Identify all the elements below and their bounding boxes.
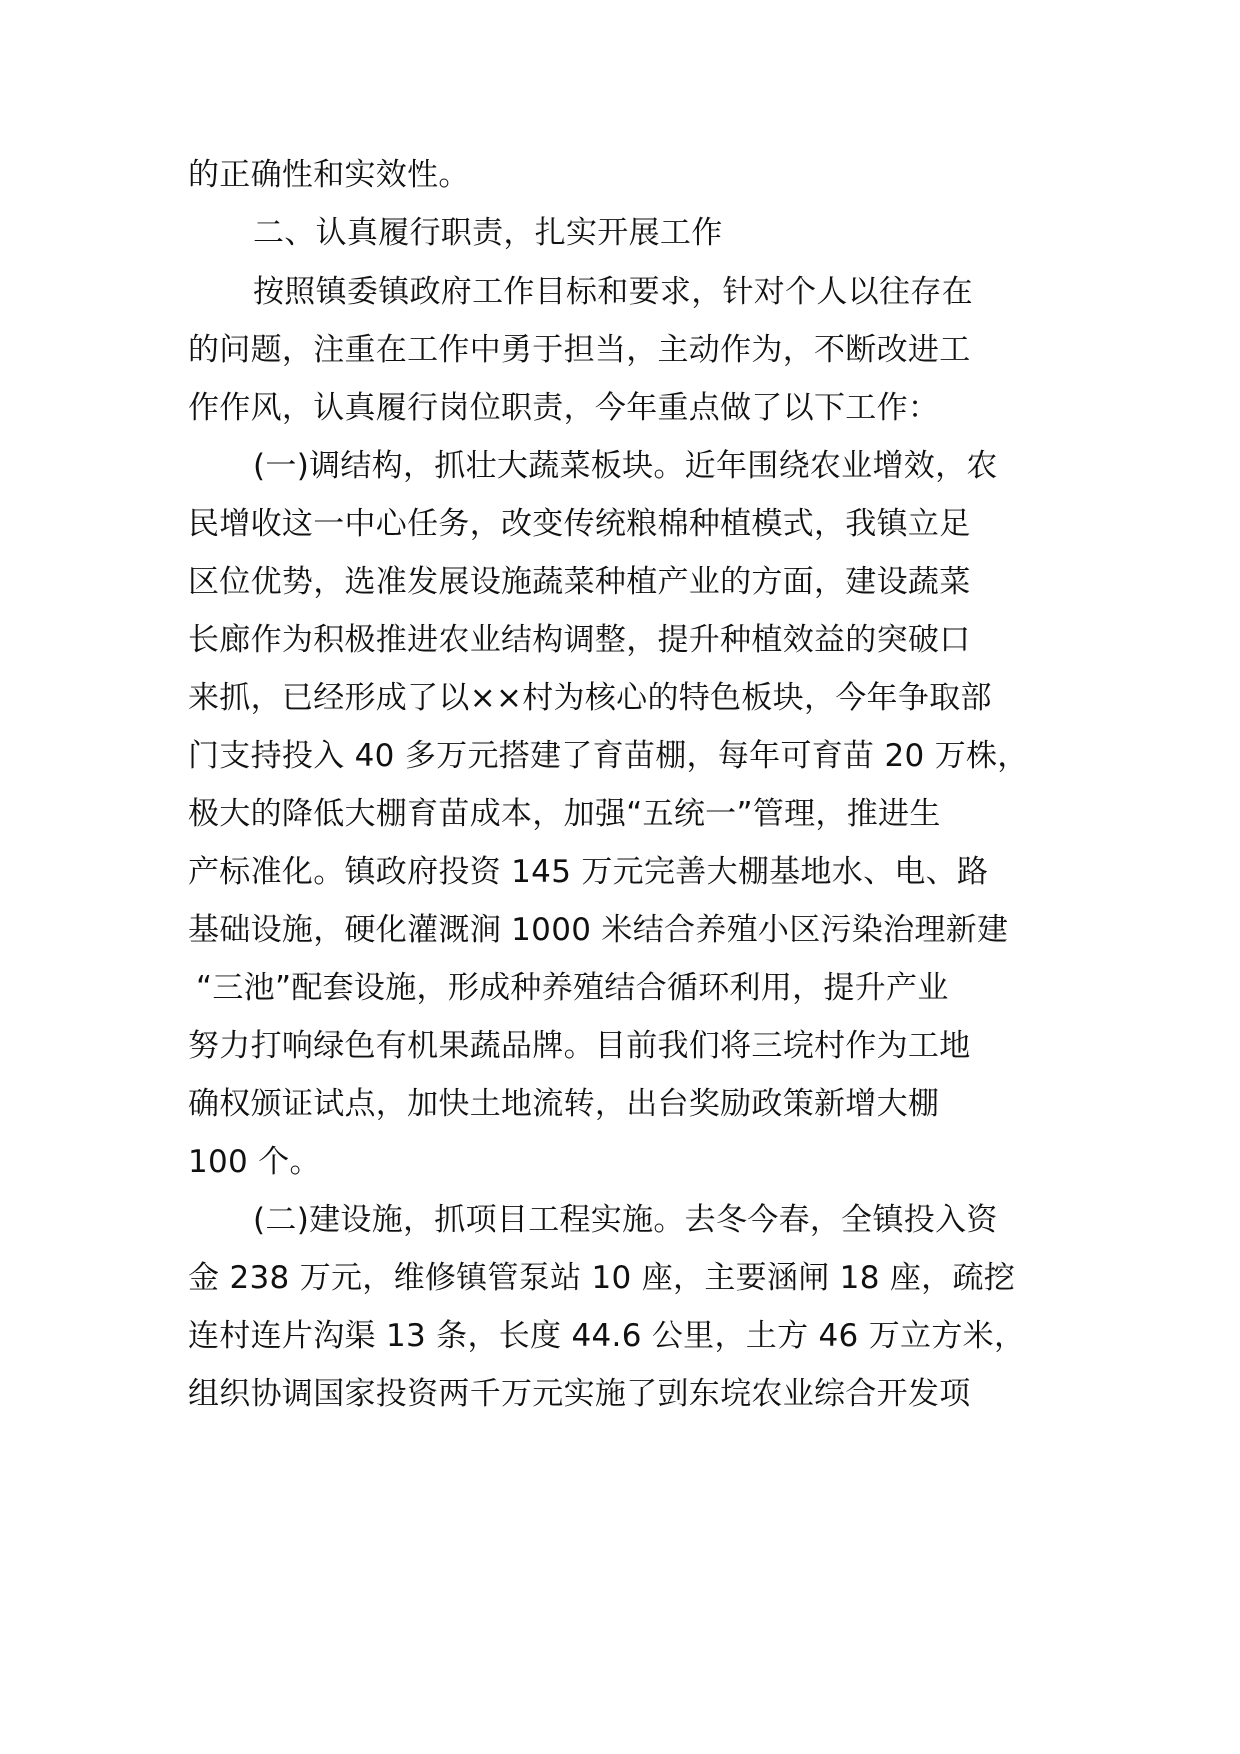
text-line: 区位优势，选准发展设施蔬菜种植产业的方面，建设蔬菜 <box>188 564 971 600</box>
text-line: 组织协调国家投资两千万元实施了剅东垸农业综合开发项 <box>188 1376 971 1412</box>
text-line: 确权颁证试点，加快土地流转，出台奖励政策新增大棚 <box>188 1086 940 1122</box>
text-line: 产标准化。镇政府投资 145 万元完善大棚基地水、电、路 <box>188 854 989 890</box>
text-line: 连村连片沟渠 13 条，长度 44.6 公里，土方 46 万立方米， <box>188 1318 1026 1354</box>
paragraph-start-line: 按照镇委镇政府工作目标和要求，针对个人以往存在 <box>253 274 973 310</box>
text-line: 民增收这一中心任务，改变传统粮棉种植模式，我镇立足 <box>188 506 971 542</box>
text-line: 极大的降低大棚育苗成本，加强“五统一”管理，推进生 <box>188 796 941 832</box>
text-line: 100 个。 <box>188 1144 321 1180</box>
text-line: 的正确性和实效性。 <box>188 157 470 193</box>
text-line: 作作风，认真履行岗位职责，今年重点做了以下工作： <box>188 390 940 426</box>
text-line: 基础设施，硬化灌溉涧 1000 米结合养殖小区污染治理新建 <box>188 912 1009 948</box>
text-line: 门支持投入 40 多万元搭建了育苗棚，每年可育苗 20 万株， <box>188 738 1029 774</box>
text-line: 的问题，注重在工作中勇于担当，主动作为，不断改进工 <box>188 332 971 368</box>
text-line: 来抓，已经形成了以××村为核心的特色板块，今年争取部 <box>188 680 992 716</box>
section-heading: 二、认真履行职责，扎实开展工作 <box>253 215 723 251</box>
text-line: 金 238 万元，维修镇管泵站 10 座，主要涵闸 18 座，疏挖 <box>188 1260 1016 1296</box>
subsection-2-first-line: (二)建设施，抓项目工程实施。去冬今春，全镇投入资 <box>253 1202 998 1238</box>
text-line: “三池”配套设施，形成种养殖结合循环利用，提升产业 <box>196 970 949 1006</box>
text-line: 努力打响绿色有机果蔬品牌。目前我们将三垸村作为工地 <box>188 1028 971 1064</box>
subsection-1-first-line: (一)调结构，抓壮大蔬菜板块。近年围绕农业增效，农 <box>253 448 998 484</box>
text-line: 长廊作为积极推进农业结构调整，提升种植效益的突破口 <box>188 622 971 658</box>
